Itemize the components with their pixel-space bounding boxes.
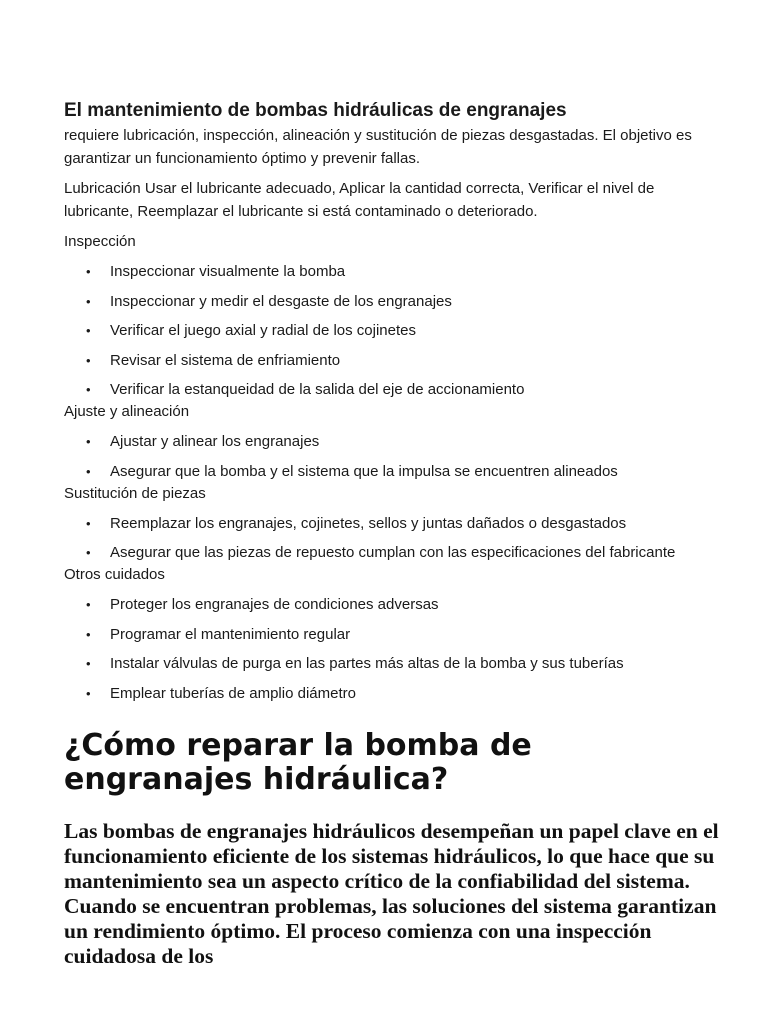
bullet-icon: •	[86, 382, 91, 397]
replacement-list	[64, 513, 724, 565]
bullet-icon: •	[86, 685, 91, 701]
list-item: • Inspeccionar y medir el desgaste de los engranajes	[64, 291, 724, 313]
list-item: • Ajustar y alinear los engranajes	[64, 431, 724, 453]
document-page	[64, 99, 724, 969]
closing-paragraph: Las bombas de engranajes hidráulicos desempeñan un papel clave en el funcionamiento eficiente de los sistemas hidráulicos, lo que hace que su mantenimiento sea un aspecto crítico de la confiabilidad del sistema. Cuando se encuentran problemas, las soluciones del sistema garantizan un rendimiento óptimo. El proceso comienza con una inspección cuidadosa de los	[64, 818, 719, 968]
intro-paragraph: requiere lubricación, inspección, alineación y sustitución de piezas desgastadas. El objetivo es garantizar un funcionamiento óptimo y prevenir fallas.	[64, 127, 692, 167]
list-item: • Verificar el juego axial y radial de los cojinetes	[64, 320, 724, 342]
bullet-icon: •	[86, 597, 91, 612]
other-care-list	[64, 594, 724, 705]
list-item: • Inspeccionar visualmente la bomba	[64, 261, 724, 283]
bullet-icon: •	[86, 293, 91, 309]
repair-heading: ¿Cómo reparar la bomba de engranajes hidráulica?	[64, 727, 532, 797]
other-care-label: Otros cuidados	[64, 566, 165, 583]
list-item: • Revisar el sistema de enfriamiento	[64, 350, 724, 372]
bullet-icon: •	[86, 515, 91, 531]
list-item: • Instalar válvulas de purga en las partes más altas de la bomba y sus tuberías	[64, 653, 724, 675]
inspection-label: Inspección	[64, 233, 136, 250]
list-item: • Programar el mantenimiento regular	[64, 624, 724, 646]
replacement-label: Sustitución de piezas	[64, 484, 206, 502]
adjustment-label: Ajuste y alineación	[64, 403, 190, 420]
list-item: • Asegurar que la bomba y el sistema que la impulsa se encuentren alineados	[64, 461, 724, 483]
bullet-icon: •	[86, 463, 91, 479]
list-item: • Emplear tuberías de amplio diámetro	[64, 683, 724, 705]
document-title: El mantenimiento de bombas hidráulicas de engranajes	[64, 100, 567, 121]
lubrication-paragraph: Lubricación Usar el lubricante adecuado, Aplicar la cantidad correcta, Verificar el nivel de lubricante, Reemplazar el lubricante si está contaminado o deteriorado.	[64, 180, 655, 220]
list-item: • Verificar la estanqueidad de la salida del eje de accionamiento	[64, 379, 724, 401]
bullet-icon: •	[86, 434, 91, 449]
bullet-icon: •	[86, 352, 91, 368]
adjustment-list	[64, 431, 724, 483]
list-item: • Proteger los engranajes de condiciones adversas	[64, 594, 724, 616]
bullet-icon: •	[86, 545, 91, 560]
bullet-icon: •	[86, 656, 91, 671]
bullet-icon: •	[86, 264, 91, 279]
bullet-icon: •	[86, 323, 91, 338]
list-item: • Reemplazar los engranajes, cojinetes, sellos y juntas dañados o desgastados	[64, 513, 724, 535]
inspection-list	[64, 261, 724, 401]
list-item: • Asegurar que las piezas de repuesto cumplan con las especificaciones del fabricante	[64, 542, 724, 564]
bullet-icon: •	[86, 626, 91, 642]
